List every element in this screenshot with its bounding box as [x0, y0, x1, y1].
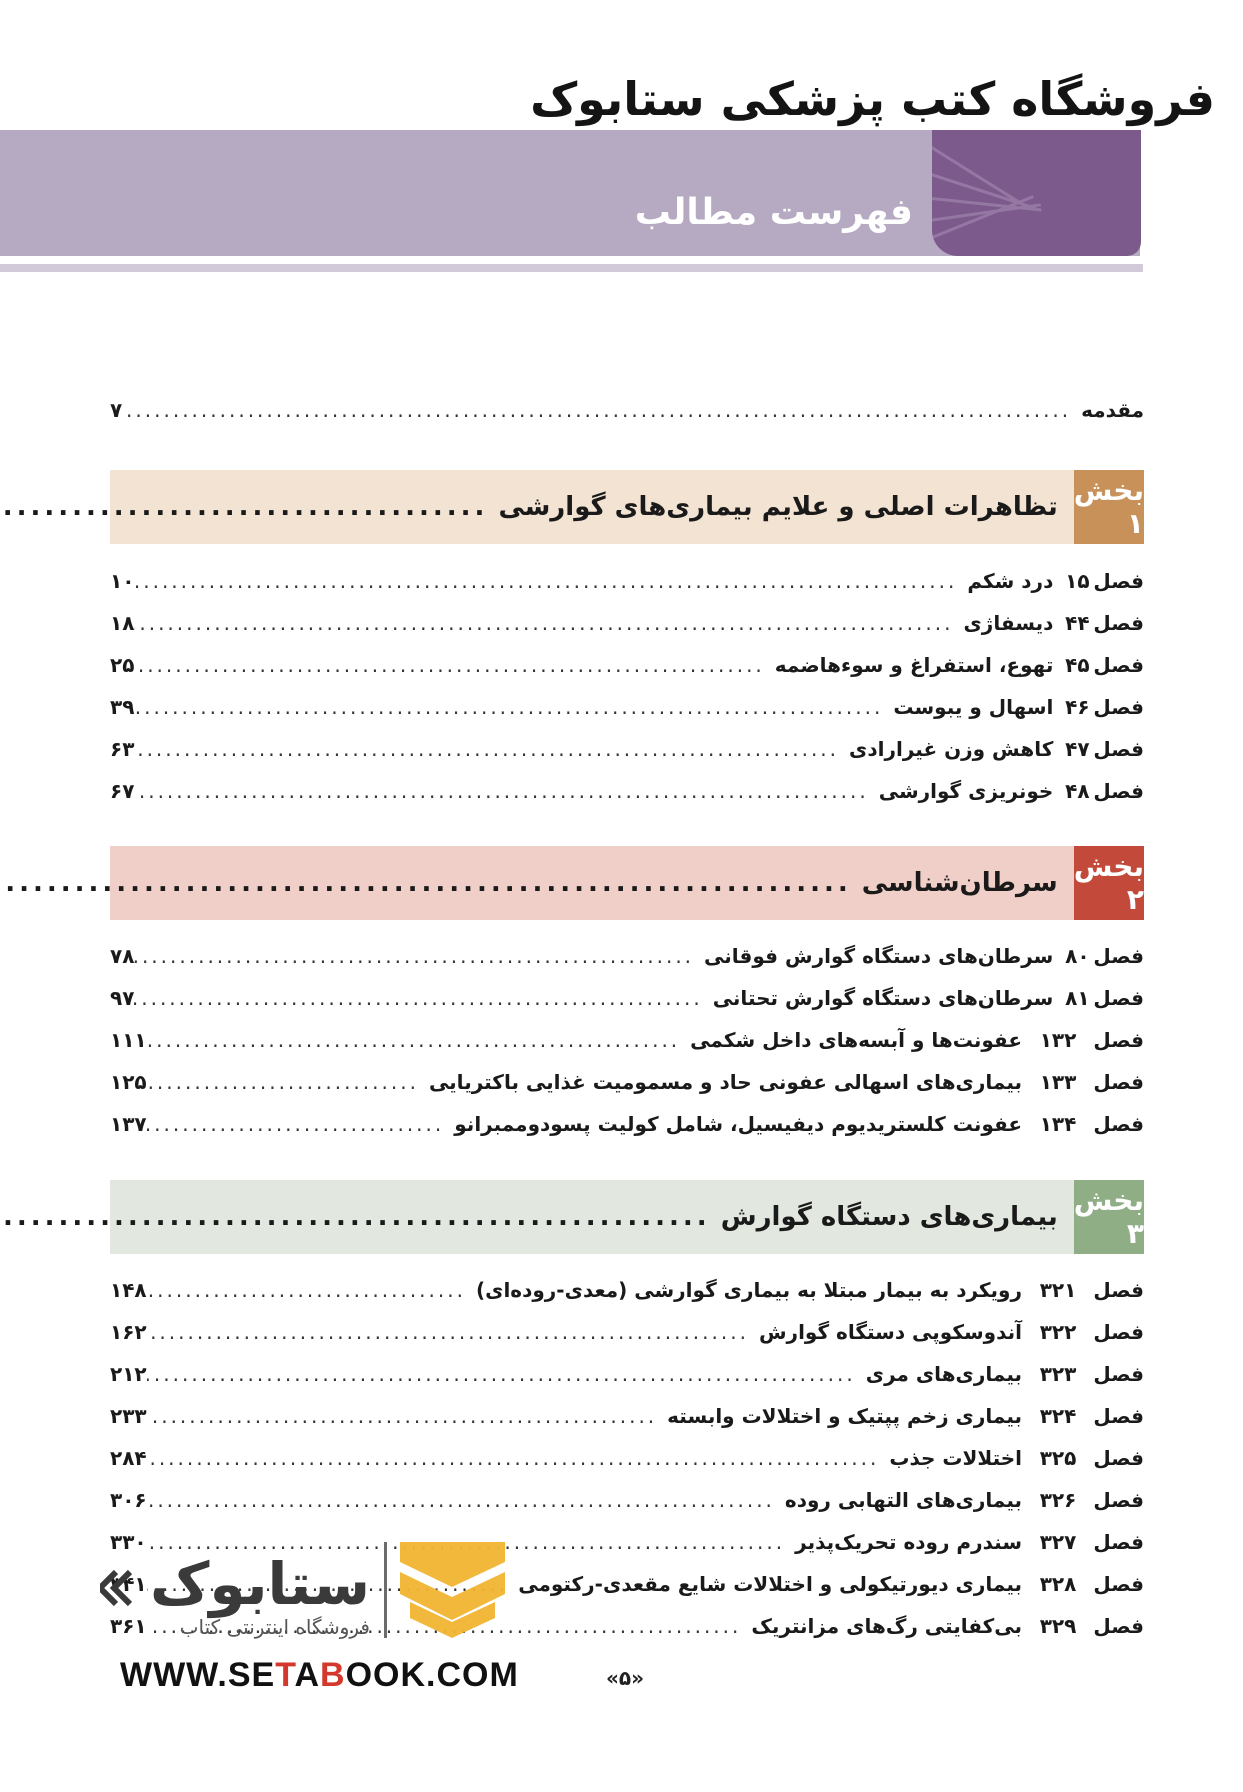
logo-divider — [384, 1542, 387, 1638]
chapter-title: خونریزی گوارشی — [878, 779, 1054, 803]
chapter-label: فصل — [1093, 1112, 1144, 1136]
chapter-number: ۴۵ — [1065, 653, 1090, 677]
chapter-number: ۴۷ — [1065, 737, 1090, 761]
chapter-label: فصل — [1093, 1488, 1144, 1512]
chapter-number: ۳۲۶ — [1039, 1488, 1077, 1512]
leader-dots — [134, 944, 704, 968]
chapter-page: ۶۷ — [110, 779, 135, 803]
chapter-label: فصل — [1093, 944, 1144, 968]
leader-dots — [147, 1278, 476, 1302]
chapter-number: ۴۶ — [1065, 695, 1090, 719]
header-tab — [932, 130, 1141, 256]
toc-entry[interactable] — [110, 779, 1144, 809]
chapter-label: فصل — [1093, 1278, 1144, 1302]
chapter-title: کاهش وزن غیرارادی — [849, 737, 1054, 761]
chapter-label: فصل — [1093, 1070, 1144, 1094]
entry-page: ۷ — [110, 398, 123, 422]
chapter-title: دیسفاژی — [963, 611, 1054, 635]
chapter-label: فصل — [1093, 1404, 1144, 1428]
toc-entry[interactable] — [110, 1028, 1144, 1058]
chapter-title: سرطان‌های دستگاه گوارش فوقانی — [704, 944, 1054, 968]
chapter-title: تهوع، استفراغ و سوءهاضمه — [774, 653, 1054, 677]
chapter-title: بی‌کفایتی رگ‌های مزانتریک — [751, 1614, 1022, 1638]
chapter-number: ۳۲۲ — [1039, 1320, 1077, 1344]
leader-dots — [134, 695, 893, 719]
chapter-label: فصل — [1093, 779, 1144, 803]
toc-entry[interactable] — [110, 737, 1144, 767]
chapter-label: فصل — [1093, 737, 1144, 761]
chapter-title: سندرم روده تحریک‌پذیر — [795, 1530, 1022, 1554]
chapter-number: ۸۰ — [1065, 944, 1090, 968]
leader-dots — [134, 653, 774, 677]
chapter-label: فصل — [1093, 1362, 1144, 1386]
chapter-number: ۳۲۷ — [1039, 1530, 1077, 1554]
leader-dots — [134, 569, 967, 593]
section-tag: بخش ۱ — [1074, 470, 1144, 544]
leader-dots — [147, 1446, 890, 1470]
toc-entry[interactable] — [110, 1320, 1144, 1350]
section-title: بیماری‌های دستگاه گوارش — [720, 1202, 1058, 1232]
toc-entry[interactable] — [110, 1362, 1144, 1392]
chapter-title: درد شکم — [967, 569, 1054, 593]
toc-entry[interactable] — [110, 1404, 1144, 1434]
chapter-page: ۲۸۴ — [110, 1446, 147, 1470]
toc-entry[interactable] — [110, 1446, 1144, 1476]
chapter-page: ۲۱۲ — [110, 1362, 147, 1386]
page-number: «۵» — [606, 1666, 645, 1690]
chapter-page: ۳۶۱ — [110, 1614, 147, 1638]
toc-entry[interactable] — [110, 1488, 1144, 1518]
leader-dots — [147, 1028, 691, 1052]
chapter-number: ۳۲۴ — [1039, 1404, 1077, 1428]
section-title: سرطان‌شناسی — [861, 868, 1058, 898]
footer-url[interactable]: WWW.SETABOOK.COM — [120, 1656, 519, 1694]
chapter-title: عفونت کلستریدیوم دیفیسیل، شامل کولیت پسودوممبرانو — [454, 1112, 1022, 1136]
chapter-page: ۳۰۶ — [110, 1488, 147, 1512]
chapter-title: بیماری‌های مری — [865, 1362, 1022, 1386]
watermark-tagline: فروشگاه اینترنتی کتاب — [179, 1615, 370, 1639]
chapter-title: عفونت‌ها و آبسه‌های داخل شکمی — [690, 1028, 1022, 1052]
toc-entry[interactable] — [110, 986, 1144, 1016]
chapter-title: اسهال و یبوست — [893, 695, 1054, 719]
chapter-title: اختلالات جذب — [889, 1446, 1022, 1470]
chapter-page: ۷۸ — [110, 944, 135, 968]
chapter-label: فصل — [1093, 986, 1144, 1010]
chapter-label: فصل — [1093, 1320, 1144, 1344]
chapter-number: ۱۳۲ — [1039, 1028, 1077, 1052]
toc-entry[interactable] — [110, 1112, 1144, 1142]
chapter-page: ۱۸ — [110, 611, 135, 635]
toc-entry-intro[interactable] — [110, 398, 1144, 428]
chapter-title: بیماری دیورتیکولی و اختلالات شایع مقعدی-رکتومی — [518, 1572, 1022, 1596]
watermark-brand: ستابوک — [149, 1550, 370, 1618]
chapter-page: ۱۴۸ — [110, 1278, 147, 1302]
chapter-number: ۱۳۴ — [1039, 1112, 1077, 1136]
chapter-page: ۳۴۱ — [110, 1572, 147, 1596]
leader-dots — [134, 611, 963, 635]
leader-dots — [147, 1320, 759, 1344]
toc-entry[interactable] — [110, 569, 1144, 599]
leader-dots — [147, 1404, 668, 1428]
chapter-page: ۱۶۲ — [110, 1320, 147, 1344]
chapter-label: فصل — [1093, 1530, 1144, 1554]
double-chevron-icon — [100, 1572, 130, 1604]
chapter-number: ۴۸ — [1065, 779, 1090, 803]
leader-dots — [147, 1362, 866, 1386]
chapter-number: ۳۲۳ — [1039, 1362, 1077, 1386]
setabook-watermark-logo — [100, 1532, 530, 1642]
toc-entry[interactable] — [110, 611, 1144, 641]
chapter-number: ۱۵ — [1065, 569, 1090, 593]
chapter-title: رویکرد به بیمار مبتلا به بیماری گوارشی (معدی-روده‌ای) — [475, 1278, 1022, 1302]
toc-entry[interactable] — [110, 1278, 1144, 1308]
leader-dots — [0, 492, 498, 522]
chapter-title: بیماری‌های اسهالی عفونی حاد و مسمومیت غذایی باکتریایی — [428, 1070, 1022, 1094]
chapter-number: ۴۴ — [1065, 611, 1090, 635]
chapter-page: ۳۳۰ — [110, 1530, 147, 1554]
chapter-page: ۲۵ — [110, 653, 135, 677]
leader-dots — [134, 737, 849, 761]
section-tag: بخش ۲ — [1074, 846, 1144, 920]
chapter-label: فصل — [1093, 653, 1144, 677]
chapter-number: ۳۲۱ — [1039, 1278, 1077, 1302]
leader-dots — [147, 1112, 455, 1136]
leader-dots — [0, 868, 862, 898]
chapter-title: آندوسکوپی دستگاه گوارش — [758, 1320, 1022, 1344]
toc-entry[interactable] — [110, 653, 1144, 683]
chapter-label: فصل — [1093, 1614, 1144, 1638]
chapter-page: ۱۲۵ — [110, 1070, 147, 1094]
toc-heading: فهرست مطالب — [634, 192, 913, 233]
chapter-title: بیماری زخم پپتیک و اختلالات وابسته — [667, 1404, 1022, 1428]
entry-title: مقدمه — [1081, 398, 1144, 422]
chapter-label: فصل — [1093, 1028, 1144, 1052]
leader-dots — [147, 1070, 429, 1094]
chapter-page: ۱۱۱ — [110, 1028, 147, 1052]
chapter-label: فصل — [1093, 611, 1144, 635]
section-bar-3[interactable] — [110, 1180, 1144, 1254]
chapter-label: فصل — [1093, 569, 1144, 593]
chapter-page: ۱۰ — [110, 569, 135, 593]
chapter-title: بیماری‌های التهابی روده — [784, 1488, 1022, 1512]
chapter-number: ۱۳۳ — [1039, 1070, 1077, 1094]
chapter-label: فصل — [1093, 1446, 1144, 1470]
store-title: فروشگاه کتب پزشکی ستابوک — [530, 72, 1215, 126]
toc-entry[interactable] — [110, 944, 1144, 974]
chapter-number: ۸۱ — [1065, 986, 1090, 1010]
chapter-page: ۳۹ — [110, 695, 135, 719]
chapter-page: ۲۳۳ — [110, 1404, 147, 1428]
chevron-logo-icon — [400, 1542, 505, 1638]
toc-entry[interactable] — [110, 1070, 1144, 1100]
chapter-label: فصل — [1093, 695, 1144, 719]
chapter-number: ۳۲۹ — [1039, 1614, 1077, 1638]
chapter-page: ۶۳ — [110, 737, 135, 761]
header-underline — [0, 264, 1143, 272]
section-tag: بخش ۳ — [1074, 1180, 1144, 1254]
leader-dots — [134, 986, 712, 1010]
chapter-page: ۹۷ — [110, 986, 135, 1010]
section-bar-1[interactable] — [110, 470, 1144, 544]
leader-dots — [134, 779, 878, 803]
section-bar-2[interactable] — [110, 846, 1144, 920]
leader-dots — [122, 398, 1081, 422]
section-title: تظاهرات اصلی و علایم بیماری‌های گوارشی — [498, 492, 1058, 522]
chapter-label: فصل — [1093, 1572, 1144, 1596]
leader-dots — [147, 1488, 785, 1512]
chapter-page: ۱۳۷ — [110, 1112, 147, 1136]
chapter-title: سرطان‌های دستگاه گوارش تحتانی — [712, 986, 1054, 1010]
chapter-number: ۳۲۵ — [1039, 1446, 1077, 1470]
chapter-number: ۳۲۸ — [1039, 1572, 1077, 1596]
toc-entry[interactable] — [110, 695, 1144, 725]
leader-dots — [0, 1202, 721, 1232]
